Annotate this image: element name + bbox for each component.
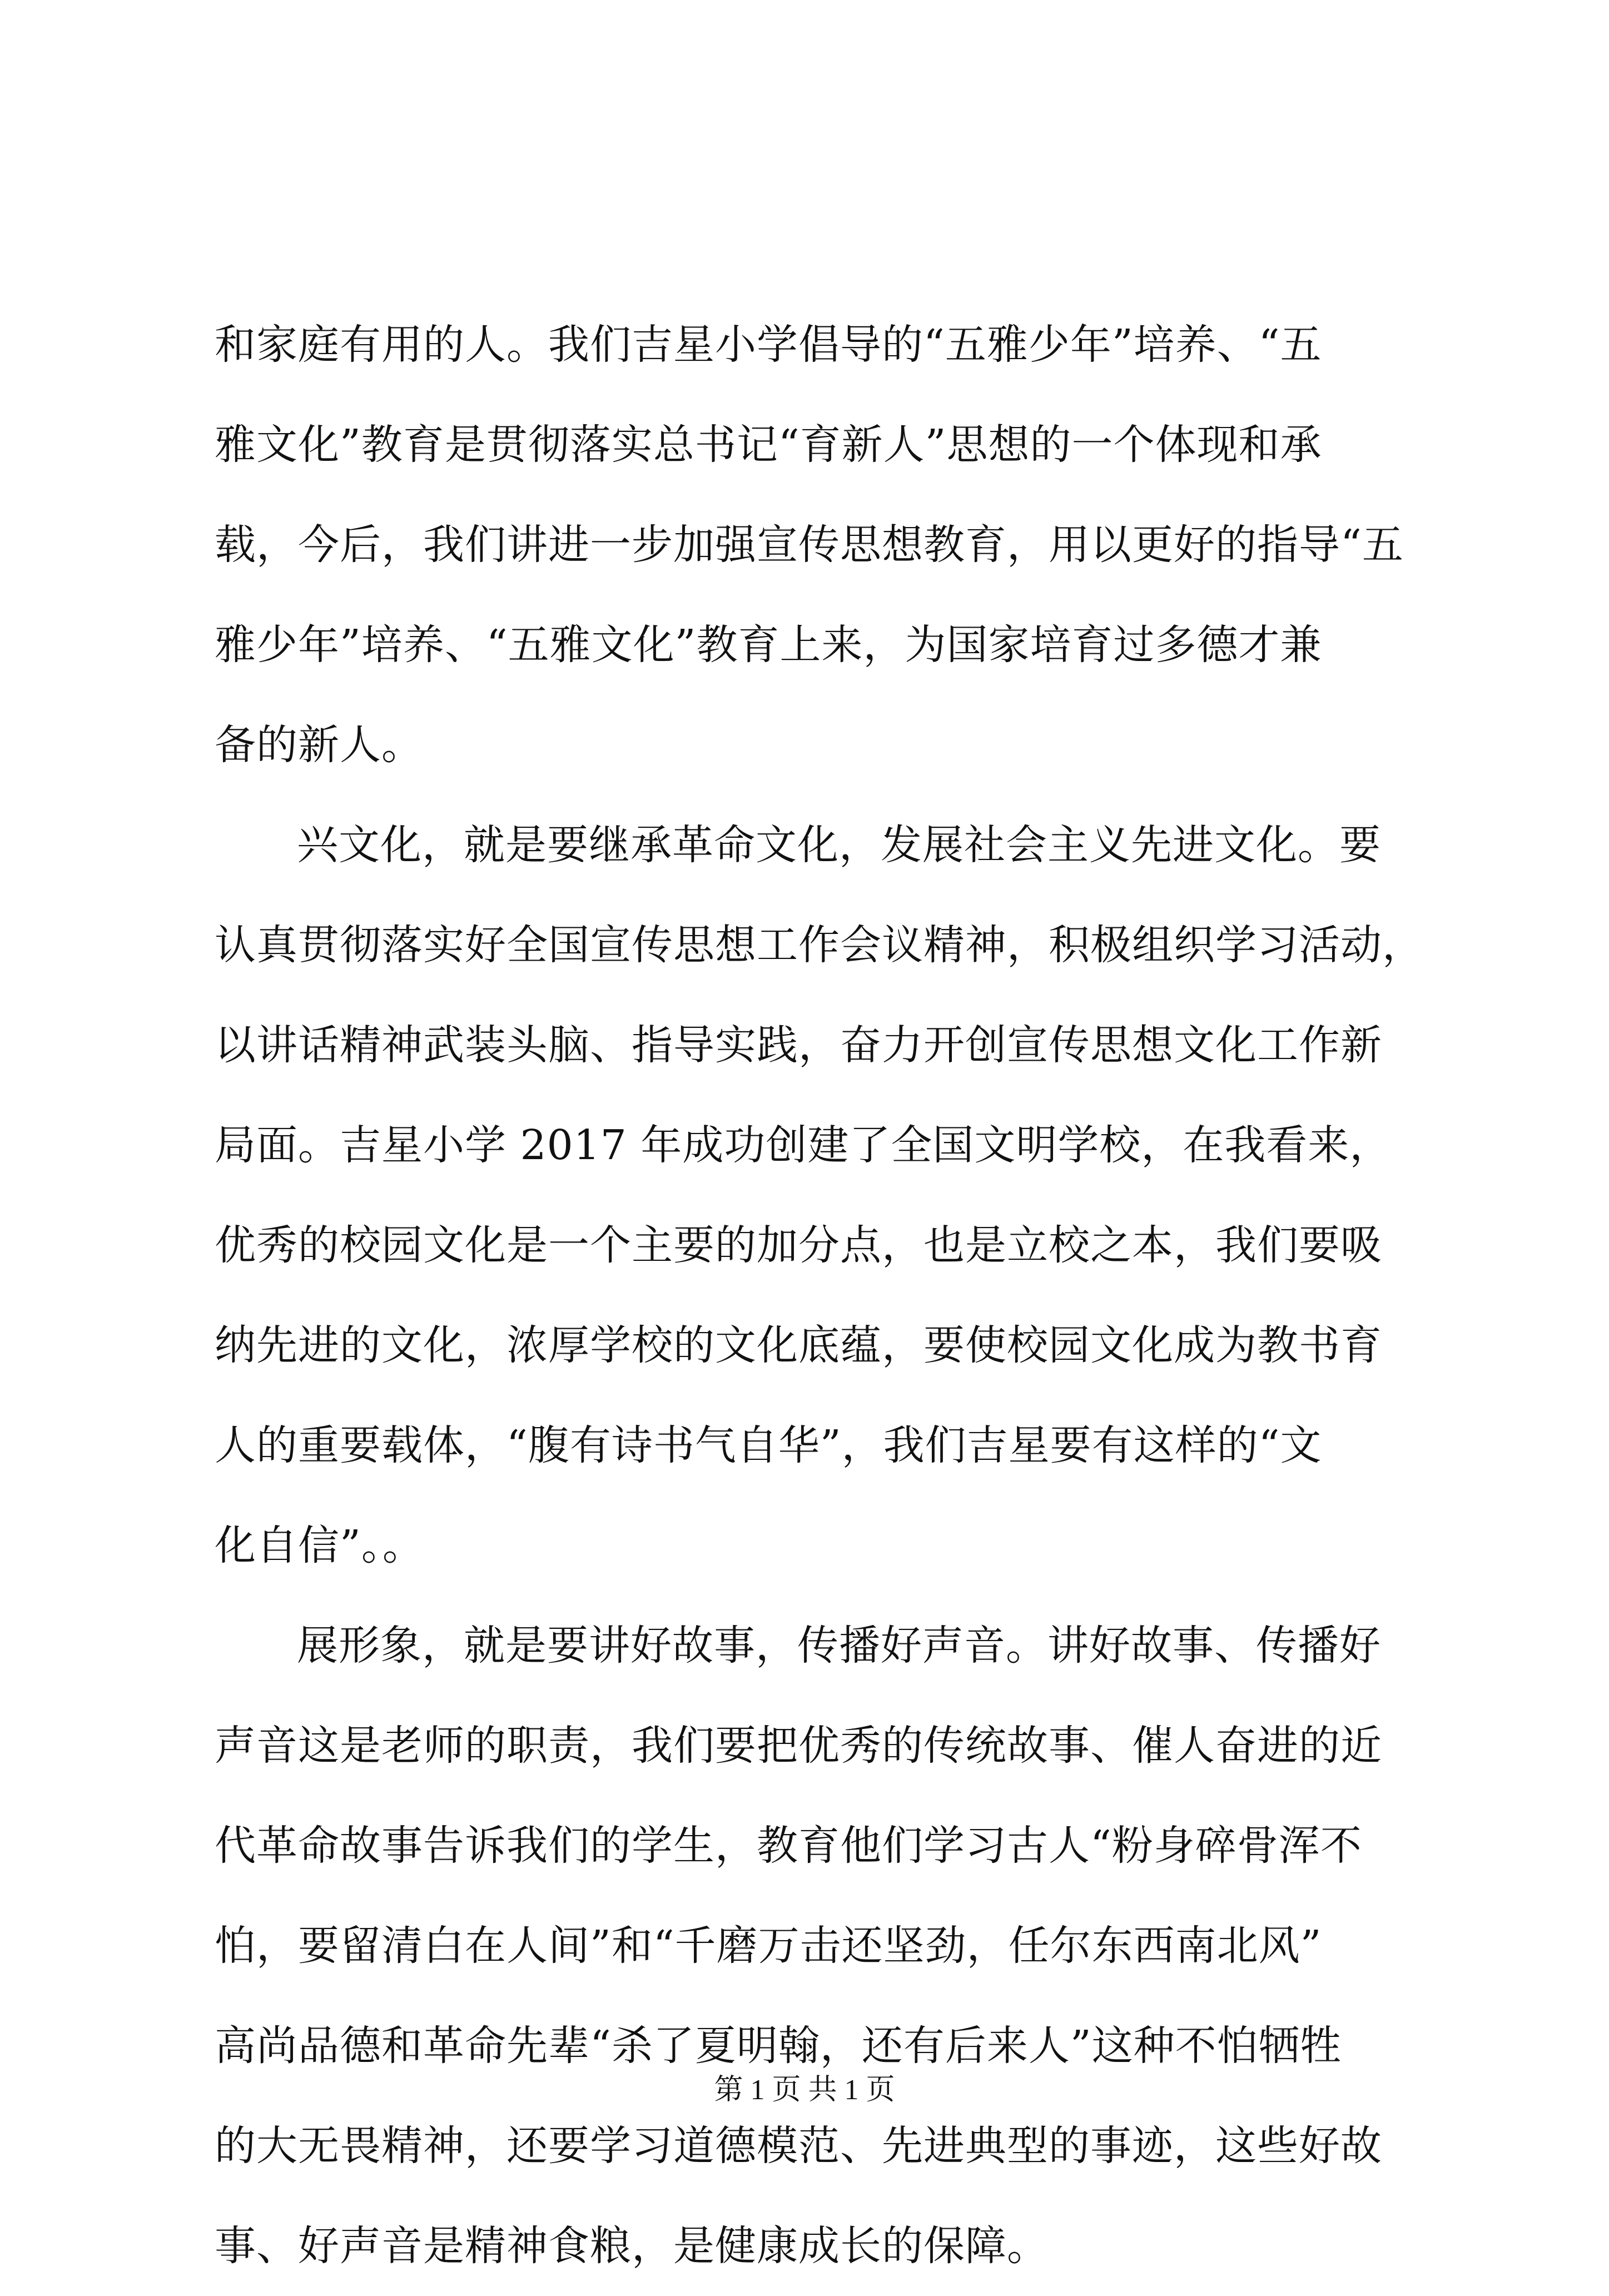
text-line: 代革命故事告诉我们的学生，教育他们学习古人“粉身碎骨浑不 (215, 1822, 1362, 1870)
page-footer: 第 1 页 共 1 页 (714, 2074, 895, 2106)
text-line: 雅少年”培养、“五雅文化”教育上来，为国家培育过多德才兼 (215, 621, 1322, 669)
text-line: 纳先进的文化，浓厚学校的文化底蕴，要使校园文化成为教书育 (215, 1321, 1382, 1369)
text-line: 载，今后，我们讲进一步加强宣传思想教育，用以更好的指导“五 (215, 521, 1404, 569)
text-line: 事、好声音是精神食粮，是健康成长的保障。 (215, 2222, 1049, 2270)
text-line: 局面。吉星小学 2017 年成功创建了全国文明学校，在我看来， (215, 1121, 1392, 1169)
text-line: 优秀的校园文化是一个主要的加分点，也是立校之本，我们要吸 (215, 1221, 1382, 1269)
text-line: 化自信”。。 (215, 1522, 424, 1569)
text-line: 和家庭有用的人。我们吉星小学倡导的“五雅少年”培养、“五 (215, 321, 1322, 369)
text-line: 怕，要留清白在人间”和“千磨万击还坚劲，任尔东西南北风” (215, 1922, 1322, 1970)
text-line: 声音这是老师的职责，我们要把优秀的传统故事、催人奋进的近 (215, 1722, 1382, 1770)
text-line: 认真贯彻落实好全国宣传思想工作会议精神，积极组织学习活动， (215, 921, 1424, 969)
text-line: 以讲话精神武装头脑、指导实践，奋力开创宣传思想文化工作新 (215, 1021, 1382, 1069)
text-line: 人的重要载体，“腹有诗书气自华”，我们吉星要有这样的“文 (215, 1422, 1322, 1469)
text-line: 的大无畏精神，还要学习道德模范、先进典型的事迹，这些好故 (215, 2122, 1382, 2170)
text-line: 雅文化”教育是贯彻落实总书记“育新人”思想的一个体现和承 (215, 421, 1322, 469)
paragraph-start-line: 展形象，就是要讲好故事，传播好声音。讲好故事、传播好 (297, 1622, 1381, 1669)
text-line: 高尚品德和革命先辈“杀了夏明翰，还有后来人”这种不怕牺牲 (215, 2022, 1342, 2070)
text-line: 备的新人。 (215, 721, 423, 769)
body-text (215, 295, 1424, 2296)
paragraph-start-line: 兴文化，就是要继承革命文化，发展社会主义先进文化。要 (297, 821, 1381, 869)
